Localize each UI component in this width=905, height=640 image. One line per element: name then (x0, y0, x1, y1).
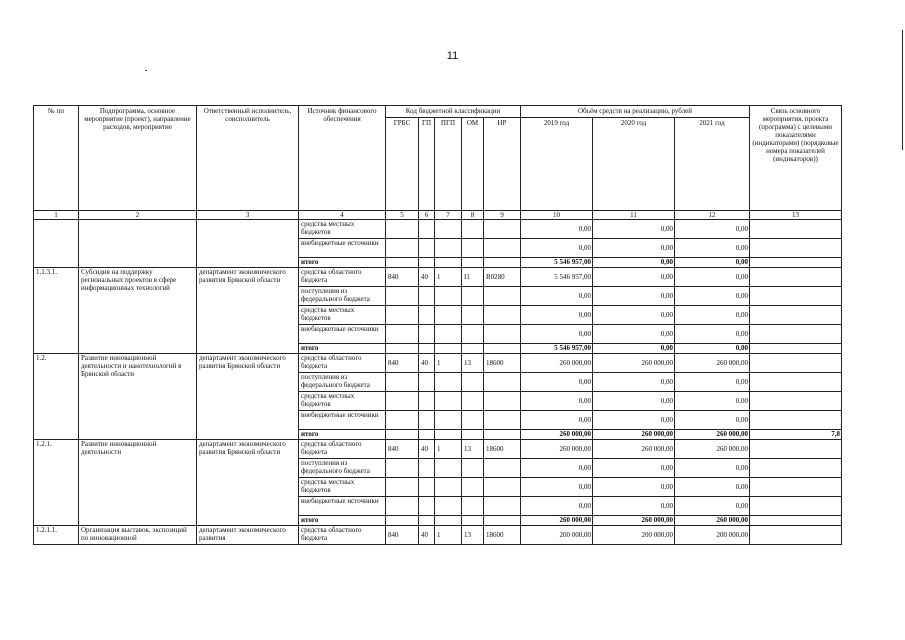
amount-2021: 0,00 (675, 306, 750, 325)
amount-2020: 0,00 (593, 325, 675, 344)
column-number-4: 4 (299, 211, 386, 220)
indicator-link (750, 440, 842, 459)
funding-source: внебюджетные источники (299, 239, 386, 258)
row-number (34, 220, 79, 268)
responsible-executor: департамент экономического развития Брянской области (197, 440, 299, 526)
column-number-10: 10 (521, 211, 593, 220)
indicator-link (750, 392, 842, 411)
table-row (34, 220, 842, 239)
header-2021: 2021 год (675, 118, 750, 211)
column-number-9: 9 (484, 211, 521, 220)
code-np (484, 373, 521, 392)
code-gp: 40 (419, 268, 435, 287)
funding-source: поступления из федерального бюджета (299, 459, 386, 478)
measure-name: Развитие инновационной деятельности и нанотехнологий в Брянской области (79, 354, 197, 440)
code-om (462, 459, 484, 478)
code-om (462, 220, 484, 239)
column-number-6: 6 (419, 211, 435, 220)
total-label: итого (299, 516, 386, 526)
funding-source: поступления из федерального бюджета (299, 373, 386, 392)
column-numbers-row (34, 211, 842, 220)
total-2021: 0,00 (675, 258, 750, 268)
indicator-link (750, 220, 842, 239)
total-code-empty (462, 430, 484, 440)
amount-2019: 0,00 (521, 459, 593, 478)
code-pgp (435, 373, 462, 392)
total-2021: 260 000,00 (675, 430, 750, 440)
total-code-empty (419, 344, 435, 354)
total-label: итого (299, 344, 386, 354)
total-code-empty (435, 258, 462, 268)
code-np: 18600 (484, 354, 521, 373)
responsible-executor: департамент экономического развития (197, 526, 299, 545)
page-edge-mark (902, 30, 903, 150)
amount-2019: 260 000,00 (521, 354, 593, 373)
code-om (462, 287, 484, 306)
code-om (462, 239, 484, 258)
code-np (484, 306, 521, 325)
code-gp (419, 411, 435, 430)
header-gp: ГП (419, 118, 435, 211)
funding-source: средства местных бюджетов (299, 220, 386, 239)
column-number-5: 5 (386, 211, 419, 220)
column-number-2: 2 (79, 211, 197, 220)
code-grbs (386, 239, 419, 258)
amount-2021: 260 000,00 (675, 440, 750, 459)
code-gp (419, 392, 435, 411)
total-2019: 5 546 957,00 (521, 344, 593, 354)
table-row (34, 354, 842, 373)
total-code-empty (386, 516, 419, 526)
amount-2020: 0,00 (593, 411, 675, 430)
indicator-link (750, 287, 842, 306)
total-code-empty (484, 516, 521, 526)
amount-2020: 0,00 (593, 268, 675, 287)
amount-2021: 0,00 (675, 478, 750, 497)
amount-2020: 0,00 (593, 373, 675, 392)
header-2020: 2020 год (593, 118, 675, 211)
code-om (462, 306, 484, 325)
funding-source: внебюджетные источники (299, 411, 386, 430)
total-2019: 5 546 957,00 (521, 258, 593, 268)
code-om: I1 (462, 268, 484, 287)
indicator-link (750, 306, 842, 325)
responsible-executor: департамент экономического развития Брянской области (197, 268, 299, 354)
total-2020: 0,00 (593, 344, 675, 354)
amount-2020: 0,00 (593, 478, 675, 497)
code-grbs (386, 392, 419, 411)
total-2020: 260 000,00 (593, 516, 675, 526)
column-number-12: 12 (675, 211, 750, 220)
column-number-11: 11 (593, 211, 675, 220)
indicator-link (750, 373, 842, 392)
code-grbs: 840 (386, 440, 419, 459)
total-code-empty (435, 516, 462, 526)
total-code-empty (419, 516, 435, 526)
code-grbs (386, 497, 419, 516)
column-number-13: 13 (750, 211, 842, 220)
measure-name: Развитие инновационной деятельности (79, 440, 197, 526)
total-2021: 0,00 (675, 344, 750, 354)
amount-2019: 0,00 (521, 373, 593, 392)
indicator-link (750, 258, 842, 268)
code-gp: 40 (419, 526, 435, 545)
measure-name: Субсидия на поддержку региональных проектов в сфере информационных технологий (79, 268, 197, 354)
code-gp (419, 306, 435, 325)
header-link: Связь основного мероприятия, проекта (программа) с целевыми показателями (индикаторами) (порядковые номера показателей (индикаторов)) (750, 106, 842, 211)
header-executor: Ответственный исполнитель, соисполнитель (197, 106, 299, 211)
amount-2019: 0,00 (521, 220, 593, 239)
funding-source: внебюджетные источники (299, 325, 386, 344)
header-no: № пп (34, 106, 79, 211)
code-grbs (386, 478, 419, 497)
amount-2021: 0,00 (675, 239, 750, 258)
code-pgp: 1 (435, 526, 462, 545)
total-code-empty (462, 344, 484, 354)
code-np (484, 239, 521, 258)
code-pgp (435, 239, 462, 258)
code-grbs (386, 373, 419, 392)
code-grbs (386, 220, 419, 239)
amount-2019: 0,00 (521, 497, 593, 516)
code-gp (419, 220, 435, 239)
amount-2019: 200 000,00 (521, 526, 593, 545)
funding-source: средства областного бюджета (299, 526, 386, 545)
code-gp: 40 (419, 440, 435, 459)
code-om (462, 373, 484, 392)
code-grbs: 840 (386, 526, 419, 545)
indicator-link (750, 344, 842, 354)
code-pgp (435, 287, 462, 306)
code-np (484, 287, 521, 306)
table-body (34, 220, 842, 545)
code-pgp: 1 (435, 440, 462, 459)
code-om (462, 325, 484, 344)
amount-2021: 0,00 (675, 392, 750, 411)
amount-2021: 0,00 (675, 459, 750, 478)
code-grbs (386, 459, 419, 478)
responsible-executor: департамент экономического развития Брянской области (197, 354, 299, 440)
code-np (484, 325, 521, 344)
code-np: 18600 (484, 526, 521, 545)
code-om (462, 497, 484, 516)
code-om (462, 478, 484, 497)
code-om: 13 (462, 354, 484, 373)
indicator-link (750, 325, 842, 344)
amount-2019: 0,00 (521, 287, 593, 306)
total-2019: 260 000,00 (521, 516, 593, 526)
funding-source: средства областного бюджета (299, 354, 386, 373)
code-pgp (435, 325, 462, 344)
code-gp (419, 287, 435, 306)
code-np (484, 392, 521, 411)
table-row (34, 526, 842, 545)
code-pgp: 1 (435, 268, 462, 287)
amount-2020: 260 000,00 (593, 440, 675, 459)
indicator-link: 7,8 (750, 430, 842, 440)
total-code-empty (462, 516, 484, 526)
code-om (462, 392, 484, 411)
row-number: 1.2.1. (34, 440, 79, 526)
amount-2019: 0,00 (521, 411, 593, 430)
code-np (484, 411, 521, 430)
amount-2021: 0,00 (675, 373, 750, 392)
code-om: 13 (462, 440, 484, 459)
total-code-empty (484, 430, 521, 440)
total-code-empty (419, 430, 435, 440)
funding-source: средства областного бюджета (299, 440, 386, 459)
amount-2021: 0,00 (675, 220, 750, 239)
code-grbs: 840 (386, 268, 419, 287)
code-gp (419, 459, 435, 478)
amount-2019: 0,00 (521, 239, 593, 258)
row-number: 1.2.1.1. (34, 526, 79, 545)
amount-2019: 0,00 (521, 392, 593, 411)
code-np: R0280 (484, 268, 521, 287)
total-code-empty (462, 258, 484, 268)
code-grbs (386, 287, 419, 306)
code-pgp (435, 497, 462, 516)
amount-2019: 5 546 957,00 (521, 268, 593, 287)
amount-2021: 0,00 (675, 411, 750, 430)
header-pgp: ПГП (435, 118, 462, 211)
amount-2020: 0,00 (593, 239, 675, 258)
header-np: НР (484, 118, 521, 211)
header-2019: 2019 год (521, 118, 593, 211)
code-pgp (435, 392, 462, 411)
table-row (34, 268, 842, 287)
total-code-empty (386, 430, 419, 440)
code-gp (419, 497, 435, 516)
amount-2020: 0,00 (593, 392, 675, 411)
measure-name (79, 220, 197, 268)
code-grbs (386, 411, 419, 430)
funding-source: внебюджетные источники (299, 497, 386, 516)
total-code-empty (419, 258, 435, 268)
header-volume: Объём средств на реализацию, рублей (521, 106, 750, 118)
indicator-link (750, 497, 842, 516)
amount-2021: 0,00 (675, 325, 750, 344)
total-2020: 260 000,00 (593, 430, 675, 440)
header-om: ОМ (462, 118, 484, 211)
total-2019: 260 000,00 (521, 430, 593, 440)
code-pgp: 1 (435, 354, 462, 373)
funding-source: средства местных бюджетов (299, 392, 386, 411)
budget-table (33, 105, 842, 545)
header-budget-code: Код бюджетной классификации (386, 106, 521, 118)
total-label: итого (299, 258, 386, 268)
code-pgp (435, 411, 462, 430)
code-gp (419, 325, 435, 344)
amount-2021: 260 000,00 (675, 354, 750, 373)
row-number: 1.1.3.1. (34, 268, 79, 354)
amount-2020: 0,00 (593, 220, 675, 239)
column-number-7: 7 (435, 211, 462, 220)
amount-2020: 0,00 (593, 287, 675, 306)
amount-2020: 0,00 (593, 459, 675, 478)
amount-2021: 0,00 (675, 497, 750, 516)
total-label: итого (299, 430, 386, 440)
code-pgp (435, 306, 462, 325)
code-np: 18600 (484, 440, 521, 459)
code-pgp (435, 478, 462, 497)
column-number-3: 3 (197, 211, 299, 220)
amount-2019: 0,00 (521, 478, 593, 497)
indicator-link (750, 526, 842, 545)
code-grbs (386, 306, 419, 325)
amount-2021: 0,00 (675, 287, 750, 306)
row-number: 1.2. (34, 354, 79, 440)
column-number-8: 8 (462, 211, 484, 220)
amount-2021: 200 000,00 (675, 526, 750, 545)
total-code-empty (484, 258, 521, 268)
total-code-empty (386, 258, 419, 268)
measure-name: Организация выставок, экспозиций по инновационной (79, 526, 197, 545)
header-row-1 (34, 106, 842, 118)
total-2021: 260 000,00 (675, 516, 750, 526)
code-np (484, 478, 521, 497)
indicator-link (750, 459, 842, 478)
total-2020: 0,00 (593, 258, 675, 268)
header-subprogram: Подпрограмма, основное мероприятие (проект), направление расходов, мероприятие (79, 106, 197, 211)
responsible-executor (197, 220, 299, 268)
column-number-1: 1 (34, 211, 79, 220)
indicator-link (750, 239, 842, 258)
code-gp (419, 239, 435, 258)
page-number: 11 (446, 50, 459, 62)
amount-2019: 0,00 (521, 325, 593, 344)
funding-source: средства областного бюджета (299, 268, 386, 287)
total-code-empty (386, 344, 419, 354)
amount-2020: 260 000,00 (593, 354, 675, 373)
total-code-empty (435, 344, 462, 354)
code-np (484, 459, 521, 478)
header-grbs: ГРБС (386, 118, 419, 211)
amount-2020: 0,00 (593, 306, 675, 325)
total-code-empty (435, 430, 462, 440)
amount-2020: 200 000,00 (593, 526, 675, 545)
code-om (462, 411, 484, 430)
indicator-link (750, 354, 842, 373)
code-pgp (435, 220, 462, 239)
indicator-link (750, 411, 842, 430)
code-np (484, 497, 521, 516)
code-grbs: 840 (386, 354, 419, 373)
indicator-link (750, 478, 842, 497)
indicator-link (750, 516, 842, 526)
code-pgp (435, 459, 462, 478)
funding-source: средства местных бюджетов (299, 306, 386, 325)
total-code-empty (484, 344, 521, 354)
amount-2019: 0,00 (521, 306, 593, 325)
funding-source: средства местных бюджетов (299, 478, 386, 497)
indicator-link (750, 268, 842, 287)
code-np (484, 220, 521, 239)
funding-source: поступления из федерального бюджета (299, 287, 386, 306)
code-gp (419, 373, 435, 392)
code-grbs (386, 325, 419, 344)
amount-2021: 0,00 (675, 268, 750, 287)
code-gp (419, 478, 435, 497)
code-gp: 40 (419, 354, 435, 373)
header-source: Источник финансового обеспечения (299, 106, 386, 211)
code-om: 13 (462, 526, 484, 545)
table-row (34, 440, 842, 459)
amount-2020: 0,00 (593, 497, 675, 516)
scan-speck (145, 70, 147, 71)
amount-2019: 260 000,00 (521, 440, 593, 459)
